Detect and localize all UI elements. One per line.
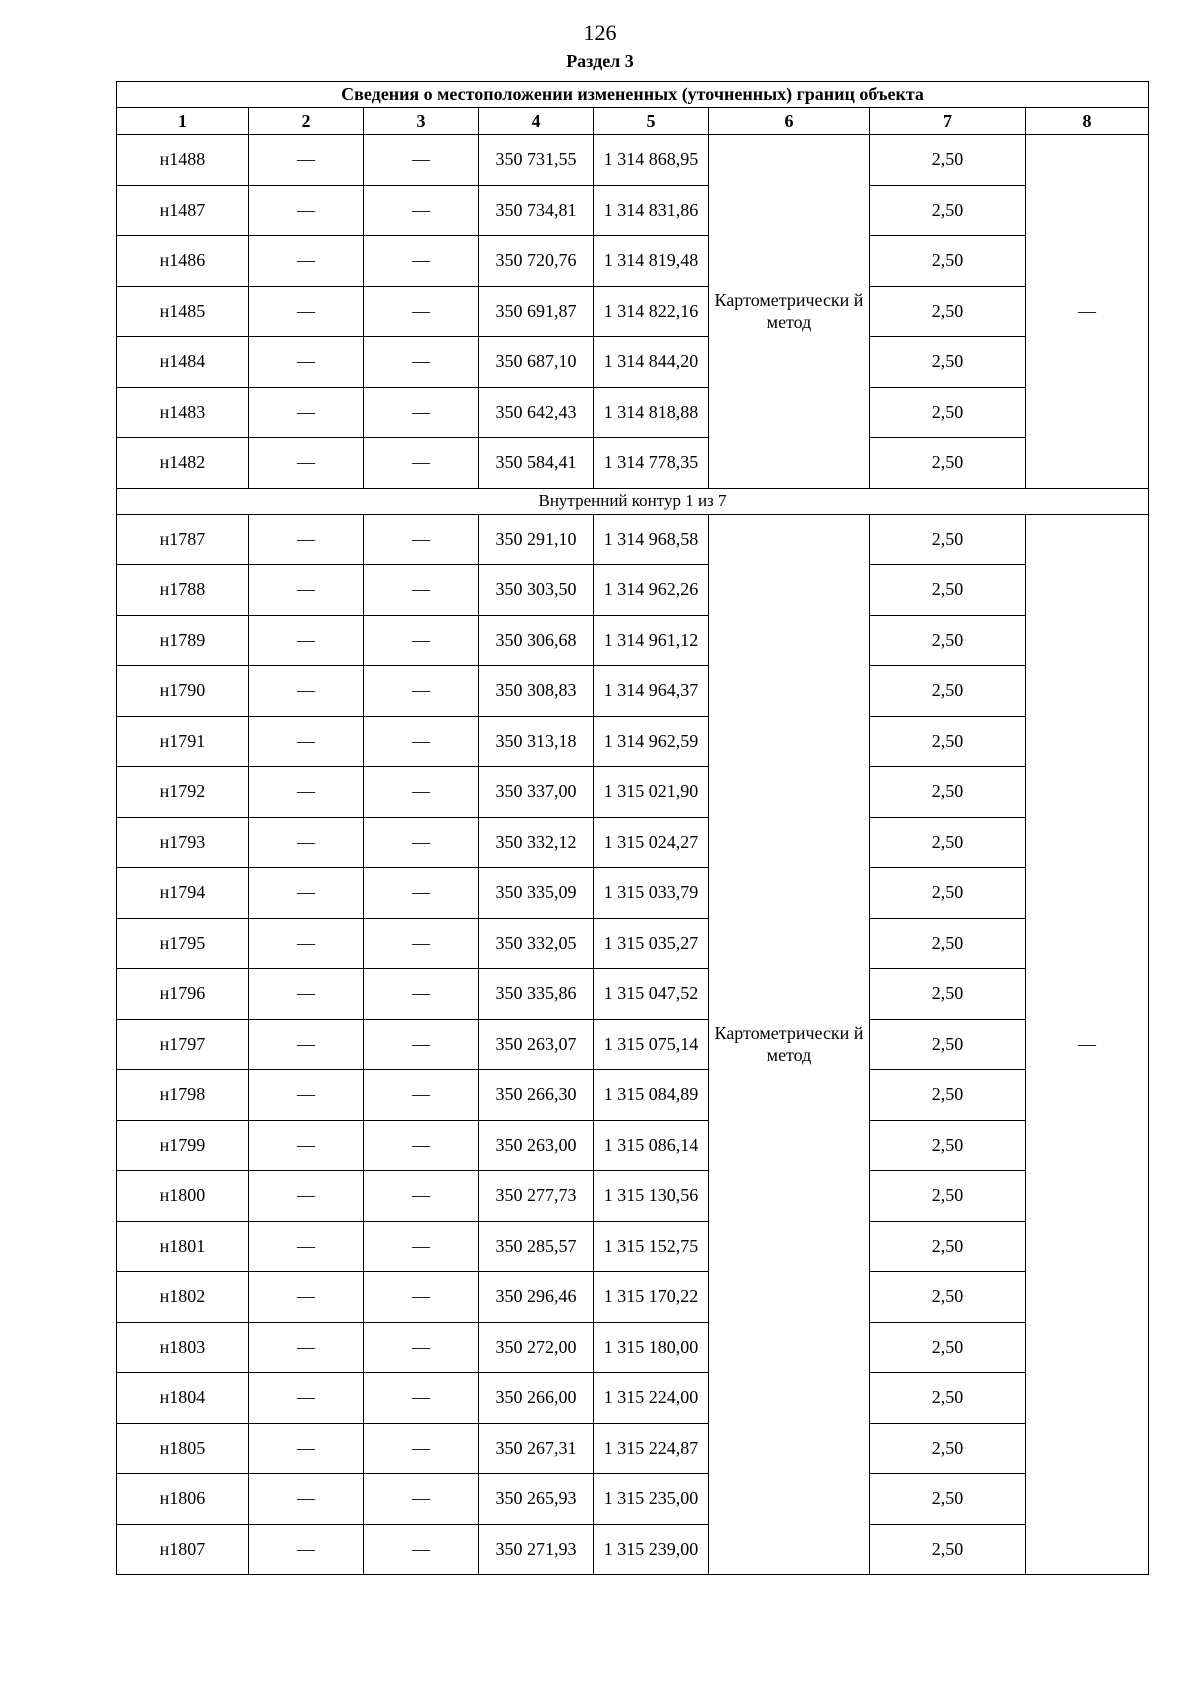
col3-dash-cell: —	[364, 286, 479, 337]
accuracy-cell: 2,50	[870, 236, 1026, 287]
y-coordinate-cell: 1 314 822,16	[594, 286, 709, 337]
col2-dash-cell: —	[249, 286, 364, 337]
col3-dash-cell: —	[364, 1524, 479, 1575]
table-caption-row	[117, 82, 1149, 108]
table-row	[117, 565, 1149, 616]
point-name-cell: н1804	[117, 1373, 249, 1424]
x-coordinate-cell: 350 263,07	[479, 1019, 594, 1070]
x-coordinate-cell: 350 277,73	[479, 1171, 594, 1222]
col3-dash-cell: —	[364, 817, 479, 868]
x-coordinate-cell: 350 308,83	[479, 666, 594, 717]
col2-dash-cell: —	[249, 1474, 364, 1525]
col2-dash-cell: —	[249, 514, 364, 565]
accuracy-cell: 2,50	[870, 817, 1026, 868]
col3-dash-cell: —	[364, 666, 479, 717]
table-row	[117, 387, 1149, 438]
y-coordinate-cell: 1 314 868,95	[594, 135, 709, 186]
col2-dash-cell: —	[249, 1524, 364, 1575]
col2-dash-cell: —	[249, 185, 364, 236]
col8-cell: —	[1026, 135, 1149, 489]
accuracy-cell: 2,50	[870, 1423, 1026, 1474]
table-row	[117, 1019, 1149, 1070]
accuracy-cell: 2,50	[870, 438, 1026, 489]
point-name-cell: н1805	[117, 1423, 249, 1474]
point-name-cell: н1486	[117, 236, 249, 287]
point-name-cell: н1795	[117, 918, 249, 969]
point-name-cell: н1803	[117, 1322, 249, 1373]
accuracy-cell: 2,50	[870, 1019, 1026, 1070]
point-name-cell: н1793	[117, 817, 249, 868]
y-coordinate-cell: 1 315 235,00	[594, 1474, 709, 1525]
column-number: 5	[594, 108, 709, 135]
col2-dash-cell: —	[249, 135, 364, 186]
col3-dash-cell: —	[364, 1474, 479, 1525]
x-coordinate-cell: 350 332,12	[479, 817, 594, 868]
table-row	[117, 615, 1149, 666]
col2-dash-cell: —	[249, 918, 364, 969]
col2-dash-cell: —	[249, 615, 364, 666]
col3-dash-cell: —	[364, 969, 479, 1020]
col3-dash-cell: —	[364, 1070, 479, 1121]
x-coordinate-cell: 350 306,68	[479, 615, 594, 666]
col3-dash-cell: —	[364, 1322, 479, 1373]
col2-dash-cell: —	[249, 1373, 364, 1424]
y-coordinate-cell: 1 314 831,86	[594, 185, 709, 236]
x-coordinate-cell: 350 335,09	[479, 868, 594, 919]
x-coordinate-cell: 350 291,10	[479, 514, 594, 565]
y-coordinate-cell: 1 315 021,90	[594, 767, 709, 818]
col2-dash-cell: —	[249, 1423, 364, 1474]
accuracy-cell: 2,50	[870, 1171, 1026, 1222]
point-name-cell: н1482	[117, 438, 249, 489]
x-coordinate-cell: 350 296,46	[479, 1272, 594, 1323]
col3-dash-cell: —	[364, 1373, 479, 1424]
table-row	[117, 817, 1149, 868]
x-coordinate-cell: 350 266,00	[479, 1373, 594, 1424]
y-coordinate-cell: 1 315 047,52	[594, 969, 709, 1020]
accuracy-cell: 2,50	[870, 1120, 1026, 1171]
point-name-cell: н1488	[117, 135, 249, 186]
col2-dash-cell: —	[249, 438, 364, 489]
col3-dash-cell: —	[364, 1272, 479, 1323]
table-row	[117, 135, 1149, 186]
table-row	[117, 185, 1149, 236]
x-coordinate-cell: 350 332,05	[479, 918, 594, 969]
table-row	[117, 1272, 1149, 1323]
page-number: 126	[583, 20, 617, 45]
point-name-cell: н1487	[117, 185, 249, 236]
x-coordinate-cell: 350 691,87	[479, 286, 594, 337]
point-name-cell: н1798	[117, 1070, 249, 1121]
column-number: 8	[1026, 108, 1149, 135]
y-coordinate-cell: 1 314 962,26	[594, 565, 709, 616]
table-row	[117, 438, 1149, 489]
table-row	[117, 1524, 1149, 1575]
col3-dash-cell: —	[364, 438, 479, 489]
col2-dash-cell: —	[249, 666, 364, 717]
point-name-cell: н1794	[117, 868, 249, 919]
table-row	[117, 1171, 1149, 1222]
x-coordinate-cell: 350 720,76	[479, 236, 594, 287]
x-coordinate-cell: 350 313,18	[479, 716, 594, 767]
table-caption: Сведения о местоположении измененных (уточненных) границ объекта	[117, 82, 1149, 108]
col2-dash-cell: —	[249, 1070, 364, 1121]
y-coordinate-cell: 1 315 084,89	[594, 1070, 709, 1121]
table-row	[117, 767, 1149, 818]
col2-dash-cell: —	[249, 236, 364, 287]
table-row	[117, 868, 1149, 919]
y-coordinate-cell: 1 315 035,27	[594, 918, 709, 969]
point-name-cell: н1797	[117, 1019, 249, 1070]
col3-dash-cell: —	[364, 1019, 479, 1070]
col2-dash-cell: —	[249, 1019, 364, 1070]
point-name-cell: н1790	[117, 666, 249, 717]
col2-dash-cell: —	[249, 767, 364, 818]
table-row	[117, 1474, 1149, 1525]
contour-label: Внутренний контур 1 из 7	[117, 488, 1149, 514]
col3-dash-cell: —	[364, 716, 479, 767]
col3-dash-cell: —	[364, 135, 479, 186]
accuracy-cell: 2,50	[870, 969, 1026, 1020]
col2-dash-cell: —	[249, 337, 364, 388]
x-coordinate-cell: 350 263,00	[479, 1120, 594, 1171]
point-name-cell: н1484	[117, 337, 249, 388]
column-number: 1	[117, 108, 249, 135]
table-row	[117, 716, 1149, 767]
column-number: 4	[479, 108, 594, 135]
y-coordinate-cell: 1 314 778,35	[594, 438, 709, 489]
table-row	[117, 1120, 1149, 1171]
x-coordinate-cell: 350 303,50	[479, 565, 594, 616]
x-coordinate-cell: 350 337,00	[479, 767, 594, 818]
col3-dash-cell: —	[364, 185, 479, 236]
column-number-row	[117, 108, 1149, 135]
x-coordinate-cell: 350 642,43	[479, 387, 594, 438]
point-name-cell: н1807	[117, 1524, 249, 1575]
accuracy-cell: 2,50	[870, 918, 1026, 969]
accuracy-cell: 2,50	[870, 666, 1026, 717]
col3-dash-cell: —	[364, 918, 479, 969]
accuracy-cell: 2,50	[870, 1070, 1026, 1121]
point-name-cell: н1799	[117, 1120, 249, 1171]
table-row	[117, 1373, 1149, 1424]
accuracy-cell: 2,50	[870, 1221, 1026, 1272]
y-coordinate-cell: 1 315 239,00	[594, 1524, 709, 1575]
accuracy-cell: 2,50	[870, 716, 1026, 767]
accuracy-cell: 2,50	[870, 286, 1026, 337]
col2-dash-cell: —	[249, 565, 364, 616]
col2-dash-cell: —	[249, 817, 364, 868]
column-number: 6	[709, 108, 870, 135]
col3-dash-cell: —	[364, 236, 479, 287]
y-coordinate-cell: 1 315 086,14	[594, 1120, 709, 1171]
x-coordinate-cell: 350 687,10	[479, 337, 594, 388]
accuracy-cell: 2,50	[870, 615, 1026, 666]
y-coordinate-cell: 1 315 033,79	[594, 868, 709, 919]
col3-dash-cell: —	[364, 1423, 479, 1474]
y-coordinate-cell: 1 314 818,88	[594, 387, 709, 438]
point-name-cell: н1789	[117, 615, 249, 666]
table-row	[117, 969, 1149, 1020]
accuracy-cell: 2,50	[870, 387, 1026, 438]
col2-dash-cell: —	[249, 868, 364, 919]
accuracy-cell: 2,50	[870, 767, 1026, 818]
y-coordinate-cell: 1 315 152,75	[594, 1221, 709, 1272]
y-coordinate-cell: 1 314 961,12	[594, 615, 709, 666]
point-name-cell: н1787	[117, 514, 249, 565]
x-coordinate-cell: 350 734,81	[479, 185, 594, 236]
y-coordinate-cell: 1 315 130,56	[594, 1171, 709, 1222]
table-row	[117, 514, 1149, 565]
x-coordinate-cell: 350 265,93	[479, 1474, 594, 1525]
column-number: 7	[870, 108, 1026, 135]
y-coordinate-cell: 1 314 819,48	[594, 236, 709, 287]
col2-dash-cell: —	[249, 1171, 364, 1222]
col3-dash-cell: —	[364, 767, 479, 818]
table-row	[117, 918, 1149, 969]
accuracy-cell: 2,50	[870, 868, 1026, 919]
section-title: Раздел 3	[566, 51, 634, 71]
y-coordinate-cell: 1 314 964,37	[594, 666, 709, 717]
y-coordinate-cell: 1 315 224,00	[594, 1373, 709, 1424]
y-coordinate-cell: 1 315 075,14	[594, 1019, 709, 1070]
table-body	[117, 135, 1149, 1575]
accuracy-cell: 2,50	[870, 1322, 1026, 1373]
method-cell: Картометрически й метод	[709, 135, 870, 489]
col2-dash-cell: —	[249, 969, 364, 1020]
contour-label-row	[117, 488, 1149, 514]
table-row	[117, 666, 1149, 717]
table-row	[117, 1221, 1149, 1272]
point-name-cell: н1485	[117, 286, 249, 337]
y-coordinate-cell: 1 314 968,58	[594, 514, 709, 565]
col2-dash-cell: —	[249, 716, 364, 767]
col2-dash-cell: —	[249, 1322, 364, 1373]
col8-cell: —	[1026, 514, 1149, 1575]
point-name-cell: н1792	[117, 767, 249, 818]
accuracy-cell: 2,50	[870, 565, 1026, 616]
x-coordinate-cell: 350 584,41	[479, 438, 594, 489]
col2-dash-cell: —	[249, 1272, 364, 1323]
accuracy-cell: 2,50	[870, 1272, 1026, 1323]
col3-dash-cell: —	[364, 615, 479, 666]
accuracy-cell: 2,50	[870, 1373, 1026, 1424]
col3-dash-cell: —	[364, 565, 479, 616]
x-coordinate-cell: 350 272,00	[479, 1322, 594, 1373]
col3-dash-cell: —	[364, 387, 479, 438]
y-coordinate-cell: 1 314 962,59	[594, 716, 709, 767]
table-row	[117, 236, 1149, 287]
table-row	[117, 286, 1149, 337]
y-coordinate-cell: 1 315 170,22	[594, 1272, 709, 1323]
x-coordinate-cell: 350 271,93	[479, 1524, 594, 1575]
accuracy-cell: 2,50	[870, 185, 1026, 236]
point-name-cell: н1791	[117, 716, 249, 767]
x-coordinate-cell: 350 335,86	[479, 969, 594, 1020]
col3-dash-cell: —	[364, 1221, 479, 1272]
col3-dash-cell: —	[364, 868, 479, 919]
accuracy-cell: 2,50	[870, 1474, 1026, 1525]
col2-dash-cell: —	[249, 1120, 364, 1171]
col3-dash-cell: —	[364, 337, 479, 388]
point-name-cell: н1806	[117, 1474, 249, 1525]
accuracy-cell: 2,50	[870, 514, 1026, 565]
y-coordinate-cell: 1 314 844,20	[594, 337, 709, 388]
x-coordinate-cell: 350 267,31	[479, 1423, 594, 1474]
table-row	[117, 1423, 1149, 1474]
accuracy-cell: 2,50	[870, 337, 1026, 388]
col3-dash-cell: —	[364, 1171, 479, 1222]
x-coordinate-cell: 350 266,30	[479, 1070, 594, 1121]
table-row	[117, 1322, 1149, 1373]
column-number: 2	[249, 108, 364, 135]
method-cell: Картометрически й метод	[709, 514, 870, 1575]
point-name-cell: н1801	[117, 1221, 249, 1272]
col3-dash-cell: —	[364, 1120, 479, 1171]
boundary-coordinates-table	[116, 81, 1149, 1575]
accuracy-cell: 2,50	[870, 135, 1026, 186]
column-number: 3	[364, 108, 479, 135]
point-name-cell: н1796	[117, 969, 249, 1020]
table-row	[117, 1070, 1149, 1121]
x-coordinate-cell: 350 731,55	[479, 135, 594, 186]
accuracy-cell: 2,50	[870, 1524, 1026, 1575]
point-name-cell: н1788	[117, 565, 249, 616]
col2-dash-cell: —	[249, 1221, 364, 1272]
y-coordinate-cell: 1 315 024,27	[594, 817, 709, 868]
table-row	[117, 337, 1149, 388]
point-name-cell: н1802	[117, 1272, 249, 1323]
point-name-cell: н1800	[117, 1171, 249, 1222]
point-name-cell: н1483	[117, 387, 249, 438]
x-coordinate-cell: 350 285,57	[479, 1221, 594, 1272]
col3-dash-cell: —	[364, 514, 479, 565]
col2-dash-cell: —	[249, 387, 364, 438]
y-coordinate-cell: 1 315 224,87	[594, 1423, 709, 1474]
y-coordinate-cell: 1 315 180,00	[594, 1322, 709, 1373]
